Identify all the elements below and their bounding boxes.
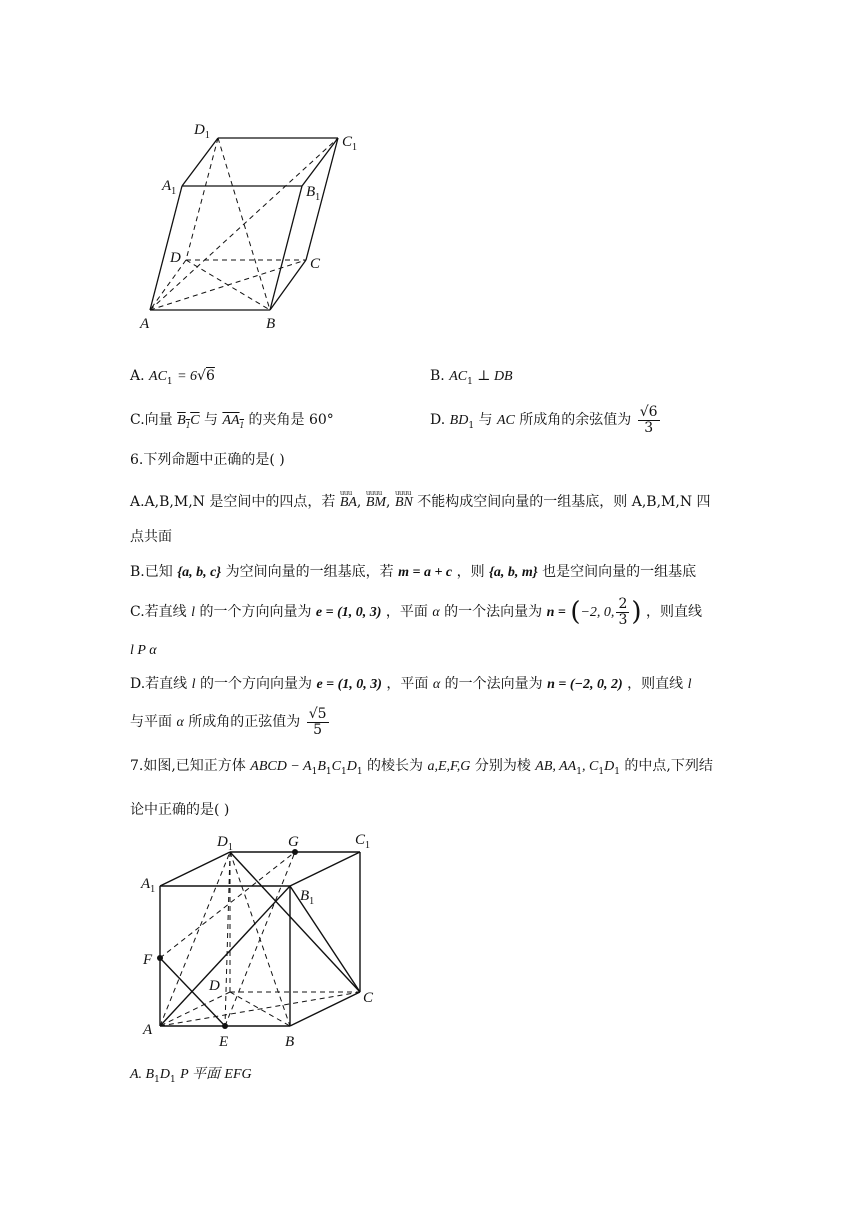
- q6-title: 6.下列命题中正确的是( ): [130, 452, 285, 468]
- q5-option-a: A. $AC_1 = 6√6$: [130, 368, 215, 387]
- parallelepiped-figure: [130, 110, 370, 340]
- q5-option-d: D. $BD_1$ 与 AC 所成角的余弦值为 $\frac{√6}{3}$: [430, 403, 658, 436]
- label-A: A: [143, 1022, 153, 1038]
- label-C1: $C_1$: [342, 134, 358, 153]
- q6-option-a-line1: A.A,B,M,N 是空间中的四点，若 uuu BA, uuuu BM, uuuu BN 不能构成空间向量的一组基底，则 A,B,M,N 四: [130, 489, 711, 510]
- q6-option-c-line2: l P α: [130, 643, 157, 658]
- label-B: B: [285, 1034, 295, 1050]
- label-D: D: [209, 978, 220, 994]
- label-D1: $D_1$: [194, 122, 210, 141]
- label-D: D: [170, 250, 181, 266]
- fraction-sqrt6-over-3: $\frac{√6}{3}$: [639, 403, 658, 436]
- q6-option-b: B.已知 {a, b, c} 为空间向量的一组基底，若 m = a + c ，则 {a, b, m} 也是空间向量的一组基底: [130, 564, 697, 580]
- q5-option-b: B. $AC_1$ ⊥ DB: [430, 368, 513, 387]
- q5-option-c: C.向量 $B_1C$ 与 $AA_1$ 的夹角是 60°: [130, 412, 334, 430]
- cube-figure: [135, 826, 385, 1056]
- q6-option-a-line2: 点共面: [130, 529, 172, 545]
- label-B: B: [266, 316, 276, 332]
- q7-option-a: A. $B_1D_1$ P 平面 EFG: [130, 1067, 252, 1085]
- q6-option-c-line1: C.若直线 l 的一个方向向量为 e = (1, 0, 3) ，平面 α 的一个法向量为 n = (−2, 0, $\frac{2}{3}$ ) ，则直线: [130, 595, 702, 628]
- label-C1: $C_1$: [355, 832, 371, 851]
- q6-option-d-line2: 与平面 α 所成角的正弦值为 $\frac{√5}{5}$: [130, 705, 327, 738]
- label-G: G: [288, 834, 299, 850]
- label-A1: $A_1$: [162, 178, 177, 197]
- label-C: C: [363, 990, 374, 1006]
- label-E: E: [219, 1034, 229, 1050]
- label-F: F: [143, 952, 153, 968]
- q7-line2: 论中正确的是( ): [130, 802, 230, 818]
- label-A: A: [140, 316, 150, 332]
- fraction-sqrt5-over-5: $\frac{√5}{5}$: [308, 705, 327, 738]
- label-A1: $A_1$: [141, 876, 156, 895]
- q6-option-d-line1: D.若直线 l 的一个方向向量为 e = (1, 0, 3) ，平面 α 的一个法向量为 n = (−2, 0, 2) ，则直线 l: [130, 676, 692, 692]
- label-D1: $D_1$: [217, 834, 233, 853]
- label-B1: $B_1$: [300, 888, 315, 907]
- q7-line1: 7.如图,已知正方体 ABCD − $A_1B_1C_1D_1$ 的棱长为 a,E,F,G 分别为棱 AB, $AA_1$, $C_1D_1$ 的中点,下列结: [130, 758, 713, 777]
- label-B1: $B_1$: [306, 184, 321, 203]
- label-C: C: [310, 256, 321, 272]
